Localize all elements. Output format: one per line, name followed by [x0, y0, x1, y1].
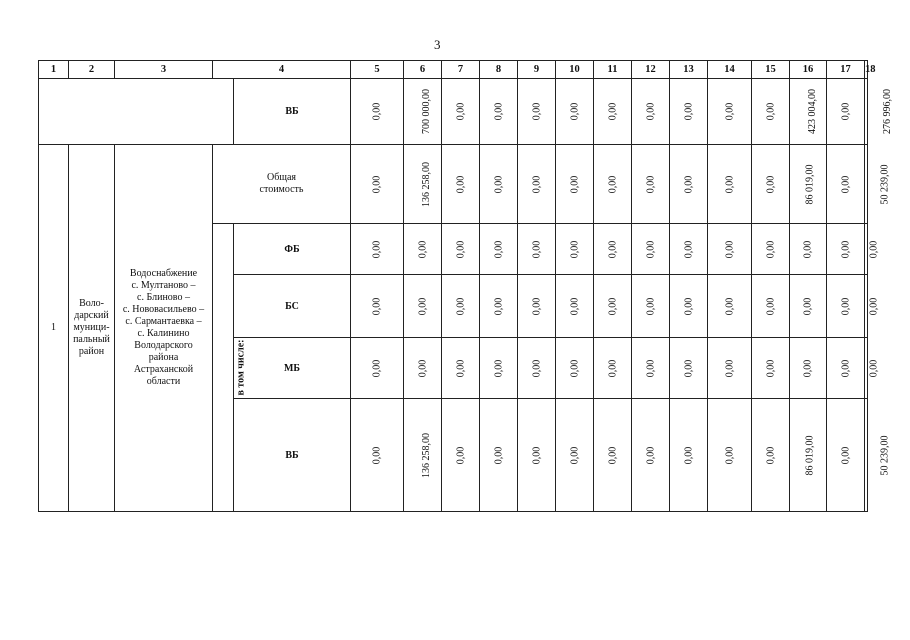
- value-cell: 0,00: [670, 224, 708, 275]
- value-cell: 0,00: [670, 275, 708, 338]
- value-cell: 0,00: [480, 145, 518, 224]
- value-cell: 0,00: [594, 79, 632, 145]
- value-cell: 0,00: [670, 399, 708, 512]
- header-cell: 10: [556, 61, 594, 79]
- value-cell: 0,00: [790, 275, 827, 338]
- value-cell: 0,00: [442, 275, 480, 338]
- value-cell: 86 019,00: [790, 399, 827, 512]
- value-cell: 0,00: [518, 79, 556, 145]
- fund-label-bs: БС: [234, 275, 351, 338]
- header-cell: 17: [827, 61, 865, 79]
- header-cell: 9: [518, 61, 556, 79]
- fund-label-fb: ФБ: [234, 224, 351, 275]
- header-cell: 8: [480, 61, 518, 79]
- value-cell: 0,00: [865, 275, 868, 338]
- value-cell: 0,00: [480, 79, 518, 145]
- value-cell: 700 000,00: [404, 79, 442, 145]
- value-cell: 136 258,00: [404, 145, 442, 224]
- value-cell: 0,00: [632, 338, 670, 399]
- value-cell: 0,00: [752, 145, 790, 224]
- value-cell: 0,00: [827, 145, 865, 224]
- fund-label-mb: МБ: [234, 338, 351, 399]
- header-cell: 3: [115, 61, 213, 79]
- value-cell: 0,00: [351, 224, 404, 275]
- value-cell: 0,00: [442, 79, 480, 145]
- value-cell: 0,00: [594, 275, 632, 338]
- header-cell: 12: [632, 61, 670, 79]
- value-cell: 0,00: [594, 145, 632, 224]
- fund-label-vb: ВБ: [234, 399, 351, 512]
- page-number: 3: [434, 37, 441, 52]
- value-cell: 86 019,00: [790, 145, 827, 224]
- value-cell: 0,00: [708, 338, 752, 399]
- value-cell: 0,00: [518, 145, 556, 224]
- header-cell: 5: [351, 61, 404, 79]
- value-cell: 0,00: [518, 224, 556, 275]
- value-cell: 0,00: [827, 224, 865, 275]
- value-cell: 0,00: [442, 338, 480, 399]
- value-cell: 0,00: [752, 275, 790, 338]
- header-cell: 13: [670, 61, 708, 79]
- value-cell: 0,00: [827, 338, 865, 399]
- value-cell: 0,00: [556, 275, 594, 338]
- value-cell: 0,00: [708, 275, 752, 338]
- value-cell: 0,00: [752, 224, 790, 275]
- value-cell: 0,00: [351, 399, 404, 512]
- value-cell: 0,00: [442, 145, 480, 224]
- value-cell: 0,00: [518, 338, 556, 399]
- value-cell: 0,00: [404, 338, 442, 399]
- fund-label-total: Общая стоимость: [213, 145, 351, 224]
- value-cell: 0,00: [404, 275, 442, 338]
- value-cell: 0,00: [442, 399, 480, 512]
- value-cell: 0,00: [752, 399, 790, 512]
- header-cell: 6: [404, 61, 442, 79]
- table-row-total: [39, 145, 868, 224]
- value-cell: 0,00: [594, 338, 632, 399]
- header-cell: 15: [752, 61, 790, 79]
- header-cell: 14: [708, 61, 752, 79]
- value-cell: 0,00: [752, 79, 790, 145]
- value-cell: 0,00: [708, 399, 752, 512]
- header-cell: 2: [69, 61, 115, 79]
- value-cell: 0,00: [708, 224, 752, 275]
- value-cell: 0,00: [752, 338, 790, 399]
- value-cell: 0,00: [632, 224, 670, 275]
- value-cell: 0,00: [827, 275, 865, 338]
- header-cell: 16: [790, 61, 827, 79]
- value-cell: 0,00: [632, 79, 670, 145]
- value-cell: 423 004,00: [790, 79, 827, 145]
- value-cell: 0,00: [556, 145, 594, 224]
- value-cell: 0,00: [865, 338, 868, 399]
- value-cell: 50 239,00: [865, 145, 868, 224]
- value-cell: 0,00: [351, 338, 404, 399]
- value-cell: 0,00: [480, 338, 518, 399]
- value-cell: 136 258,00: [404, 399, 442, 512]
- value-cell: 0,00: [480, 275, 518, 338]
- value-cell: 0,00: [594, 224, 632, 275]
- value-cell: 0,00: [480, 399, 518, 512]
- value-cell: 0,00: [827, 399, 865, 512]
- value-cell: 0,00: [632, 399, 670, 512]
- value-cell: 0,00: [708, 145, 752, 224]
- value-cell: 0,00: [556, 79, 594, 145]
- value-cell: 50 239,00: [865, 399, 868, 512]
- header-cell: 1: [39, 61, 69, 79]
- value-cell: 0,00: [670, 338, 708, 399]
- district-name: Воло- дарский муници- пальный район: [69, 145, 115, 512]
- value-cell: 276 996,00: [865, 79, 868, 145]
- value-cell: 0,00: [404, 224, 442, 275]
- header-row: [39, 61, 868, 79]
- value-cell: 0,00: [632, 275, 670, 338]
- value-cell: 0,00: [827, 79, 865, 145]
- value-cell: 0,00: [518, 399, 556, 512]
- header-cell: 4: [213, 61, 351, 79]
- table-row-prev-vb: [39, 79, 868, 145]
- value-cell: 0,00: [351, 79, 404, 145]
- value-cell: 0,00: [518, 275, 556, 338]
- including-label-cell: в том числе:: [213, 224, 234, 512]
- header-cell: 11: [594, 61, 632, 79]
- value-cell: 0,00: [708, 79, 752, 145]
- fund-label-vb: ВБ: [234, 79, 351, 145]
- header-cell: 18: [865, 61, 868, 79]
- value-cell: 0,00: [865, 224, 868, 275]
- value-cell: 0,00: [442, 224, 480, 275]
- value-cell: 0,00: [351, 275, 404, 338]
- value-cell: 0,00: [632, 145, 670, 224]
- empty-merged-cell: [39, 79, 234, 145]
- value-cell: 0,00: [790, 224, 827, 275]
- investment-table: [38, 60, 894, 512]
- value-cell: 0,00: [556, 338, 594, 399]
- value-cell: 0,00: [480, 224, 518, 275]
- value-cell: 0,00: [594, 399, 632, 512]
- item-number: 1: [39, 145, 69, 512]
- value-cell: 0,00: [556, 399, 594, 512]
- value-cell: 0,00: [351, 145, 404, 224]
- value-cell: 0,00: [670, 79, 708, 145]
- object-name: Водоснабжение с. Мултаново – с. Блиново – с. Нововасильево – с. Сармантаевка – с. Калинино Володарского района Астраханской области: [115, 145, 213, 512]
- value-cell: 0,00: [790, 338, 827, 399]
- value-cell: 0,00: [670, 145, 708, 224]
- value-cell: 0,00: [556, 224, 594, 275]
- header-cell: 7: [442, 61, 480, 79]
